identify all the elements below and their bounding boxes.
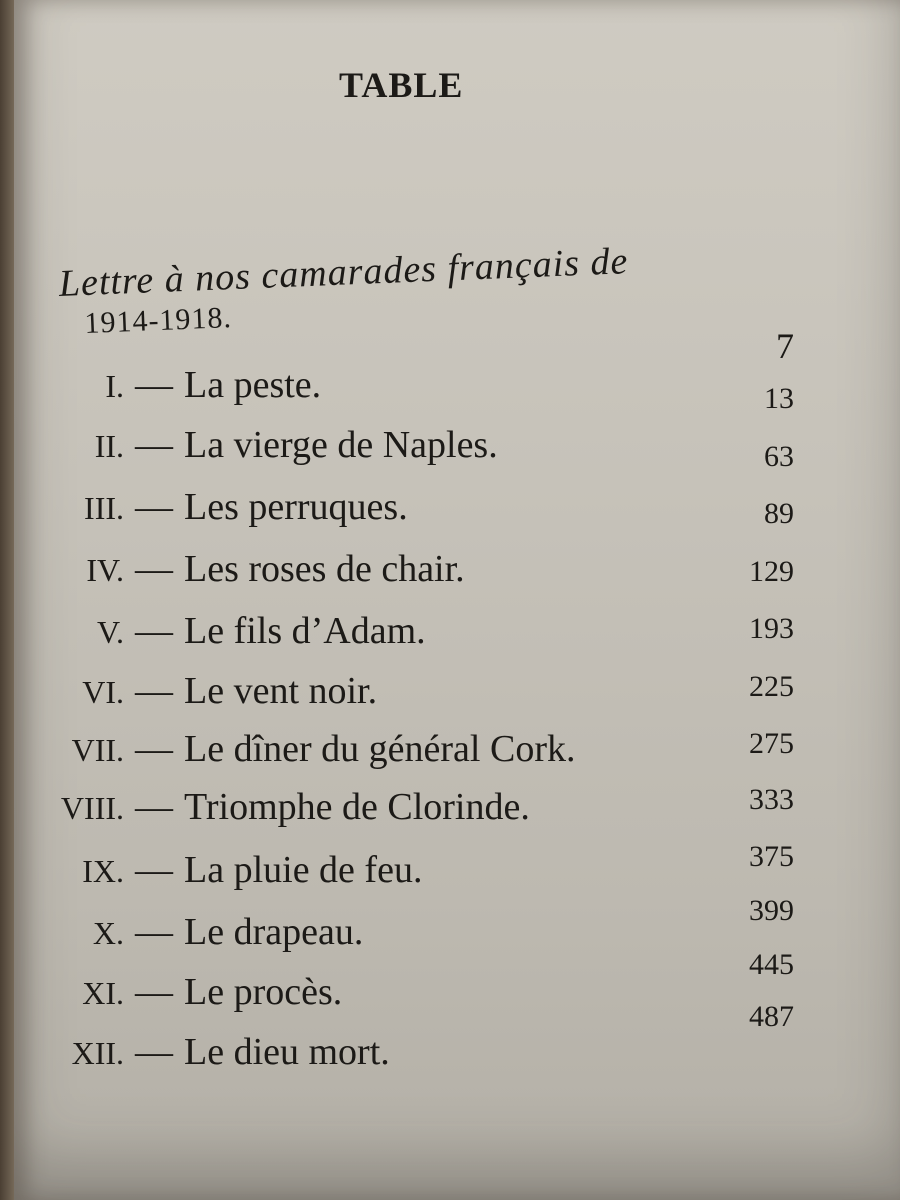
separator-dash: — bbox=[135, 364, 173, 406]
chapter-page-number: 275 bbox=[749, 727, 794, 760]
chapter-title: Le fils d’Adam. bbox=[184, 610, 426, 652]
chapter-page-number: 445 bbox=[749, 948, 794, 981]
chapter-title: Les perruques. bbox=[184, 486, 408, 528]
separator-dash: — bbox=[135, 728, 173, 770]
chapter-title: Le procès. bbox=[184, 971, 343, 1013]
toc-row bbox=[14, 363, 321, 409]
chapter-number: IV. bbox=[86, 552, 124, 588]
toc-row bbox=[14, 547, 465, 593]
chapter-page-number: 375 bbox=[749, 840, 794, 873]
chapter-title: Le dieu mort. bbox=[184, 1031, 390, 1073]
toc-row bbox=[14, 910, 363, 956]
chapter-page-number: 63 bbox=[764, 440, 794, 473]
separator-dash: — bbox=[135, 670, 173, 712]
chapter-title: Le drapeau. bbox=[184, 911, 364, 953]
chapter-page-number: 129 bbox=[749, 555, 794, 588]
toc-row bbox=[14, 423, 498, 469]
letter-entry bbox=[58, 235, 741, 342]
letter-title: Lettre à nos camarades français de bbox=[58, 240, 630, 305]
chapter-title: Le dîner du général Cork. bbox=[184, 728, 576, 770]
chapter-number: VIII. bbox=[60, 790, 124, 826]
chapter-page-number: 89 bbox=[764, 497, 794, 530]
toc-row bbox=[14, 669, 377, 715]
chapter-number: V. bbox=[97, 614, 124, 650]
separator-dash: — bbox=[135, 610, 173, 652]
chapter-page-number: 399 bbox=[749, 894, 794, 927]
toc-row bbox=[14, 609, 426, 655]
separator-dash: — bbox=[135, 786, 173, 828]
separator-dash: — bbox=[135, 486, 173, 528]
chapter-number: X. bbox=[92, 915, 124, 951]
chapter-title: La pluie de feu. bbox=[184, 849, 423, 891]
book-page bbox=[14, 0, 900, 1200]
separator-dash: — bbox=[135, 1031, 173, 1073]
chapter-title: La peste. bbox=[184, 364, 322, 406]
chapter-title: La vierge de Naples. bbox=[184, 424, 498, 466]
chapter-number: II. bbox=[94, 428, 124, 464]
chapter-page-number: 333 bbox=[749, 783, 794, 816]
chapter-number: I. bbox=[105, 368, 124, 404]
page-title: TABLE bbox=[339, 65, 464, 105]
separator-dash: — bbox=[135, 849, 173, 891]
chapter-page-number: 13 bbox=[764, 382, 794, 415]
toc-row bbox=[14, 848, 422, 894]
separator-dash: — bbox=[135, 911, 173, 953]
toc-row bbox=[14, 485, 408, 531]
toc-row bbox=[14, 785, 530, 831]
chapter-title: Le vent noir. bbox=[184, 670, 378, 712]
letter-years: 1914-1918. bbox=[83, 301, 233, 340]
toc-row bbox=[14, 970, 342, 1016]
chapter-page-number: 487 bbox=[749, 1000, 794, 1033]
chapter-page-number: 193 bbox=[749, 612, 794, 645]
toc-row bbox=[14, 727, 575, 773]
chapter-number: IX. bbox=[82, 853, 124, 889]
toc-row bbox=[14, 1030, 390, 1076]
separator-dash: — bbox=[135, 424, 173, 466]
separator-dash: — bbox=[135, 971, 173, 1013]
chapter-number: III. bbox=[84, 490, 124, 526]
chapter-title: Triomphe de Clorinde. bbox=[184, 786, 530, 828]
letter-page-number: 7 bbox=[776, 326, 794, 366]
chapter-number: VII. bbox=[71, 732, 124, 768]
separator-dash: — bbox=[135, 548, 173, 590]
chapter-number: XI. bbox=[82, 975, 124, 1011]
chapter-title: Les roses de chair. bbox=[184, 548, 465, 590]
chapter-number: XII. bbox=[71, 1035, 124, 1071]
chapter-number: VI. bbox=[82, 674, 124, 710]
chapter-page-number: 225 bbox=[749, 670, 794, 703]
